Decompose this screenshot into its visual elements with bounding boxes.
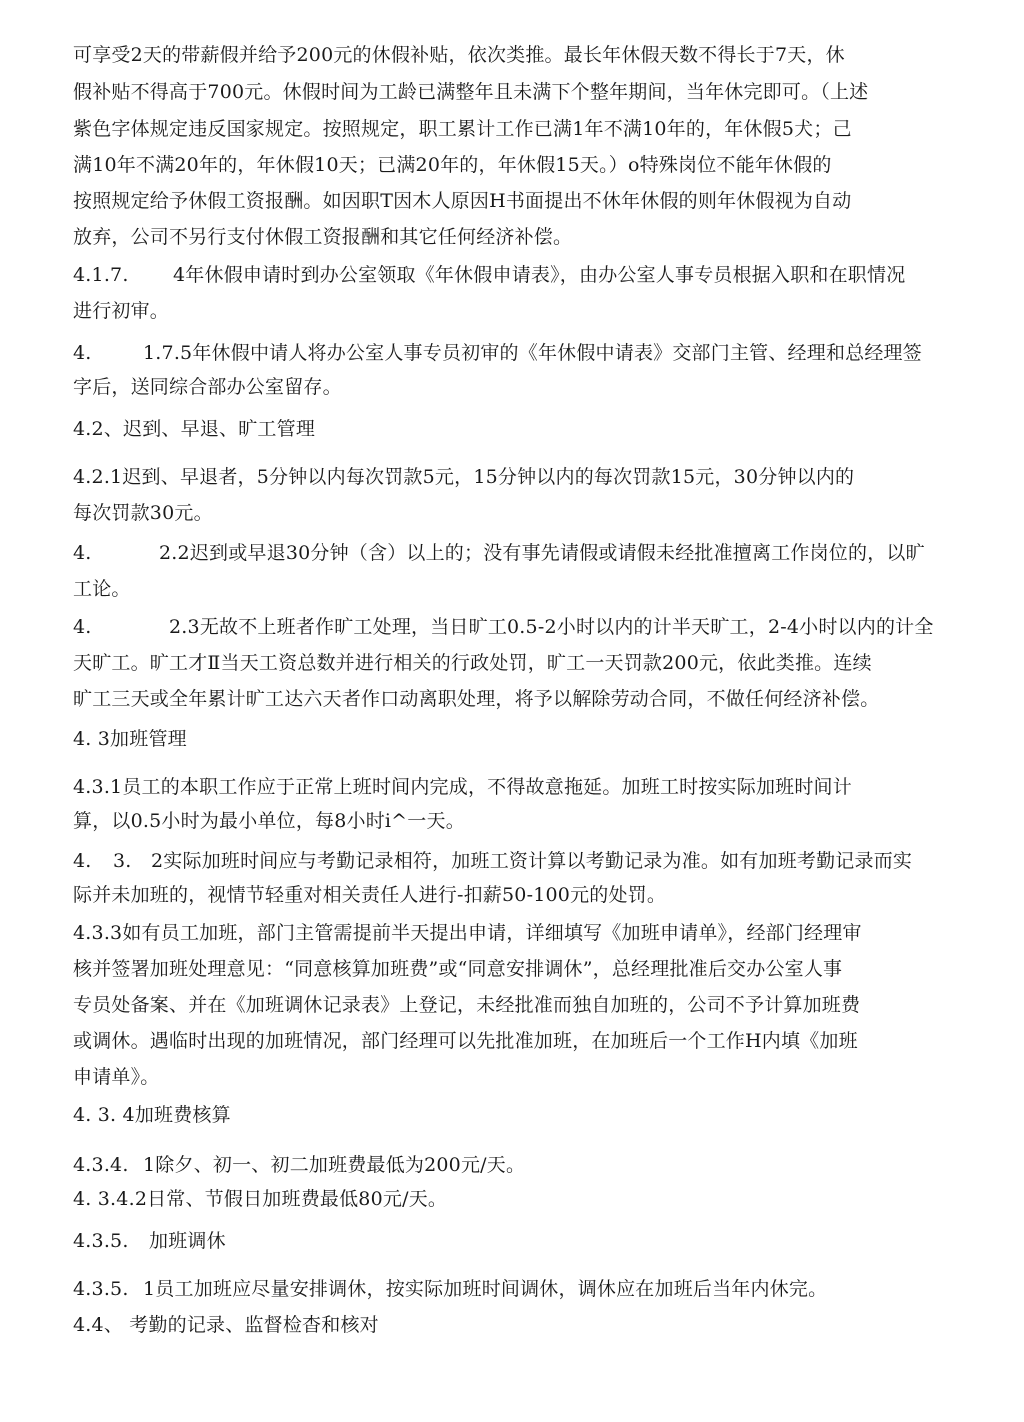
clause-text: 2.2迟到或早退30分钟（含）以上的；没有事先请假或请假未经批准擅离工作岗位的，以旷	[159, 542, 925, 564]
clause-number: 4.1.7.	[73, 264, 129, 286]
clause-text: 1除夕、初一、初二加班费最低为200元/天。	[143, 1154, 526, 1176]
text-line: 工论。	[73, 578, 131, 600]
clause-4-3-5-line	[73, 1228, 226, 1254]
text-line: 满10年不满20年的，年休假10天；已满20年的，年休假15天。）o特殊岗位不能年休假的	[73, 154, 832, 176]
text-line: 可享受2天的带薪假并给予200元的休假补贴，依次类推。最长年休假天数不得长于7天，休	[73, 44, 845, 66]
text-line: 紫色字体规定违反国家规定。按照规定，职工累计工作已满1年不满10年的，年休假5犬；己	[73, 118, 852, 140]
clause-4-3-4-1-line	[73, 1152, 525, 1178]
section-heading-4-2: 4.2、迟到、早退、旷工管理	[73, 418, 316, 440]
clause-text: 1员工加班应尽量安排调休，按实际加班时间调休，调休应在加班后当年内休完。	[143, 1278, 828, 1300]
section-heading-4-3-4: 4. 3. 4加班费核算	[73, 1104, 231, 1126]
text-line: 专员处备案、并在《加班调休记录表》上登记，未经批准而独自加班的，公司不予计算加班费	[73, 994, 861, 1016]
clause-number: 4.	[73, 850, 92, 872]
clause-4-3-2-line	[73, 848, 912, 874]
section-heading-4-4: 4.4、 考勤的记录、监督检杳和核对	[73, 1314, 379, 1336]
clause-text: 1.7.5年休假中请人将办公室人事专员初审的《年休假中请表》交部门主管、经理和总经理签	[143, 342, 922, 364]
clause-number-part: 3.	[113, 850, 132, 872]
text-line: 每次罚款30元。	[73, 502, 213, 524]
text-line: 按照规定给予休假工资报酬。如因职T因木人原因H书面提出不休年休假的则年休假视为自动	[73, 190, 852, 212]
text-line: 4.3.1员工的本职工作应于正常上班时间内完成，不得故意拖延。加班工时按实际加班时间计	[73, 776, 852, 798]
text-line: 进行初审。	[73, 300, 170, 322]
text-line: 4.2.1迟到、早退者，5分钟以内每次罚款5元，15分钟以内的每次罚款15元，30分钟以内的	[73, 466, 855, 488]
text-line: 4.3.3如有员工加班，部门主管需提前半天提出申请，详细填写《加班申请单》，经部门经理审	[73, 922, 862, 944]
clause-4-1-7-5-line	[73, 340, 922, 366]
clause-4-3-5-1-line	[73, 1276, 827, 1302]
text-line: 4. 3.4.2日常、节假日加班费最低80元/天。	[73, 1188, 448, 1210]
text-line: 或调休。遇临时出现的加班情况，部门经理可以先批准加班，在加班后一个工作H内填《加班	[73, 1030, 858, 1052]
clause-number: 4.	[73, 616, 92, 638]
clause-4-2-3-line	[73, 614, 934, 640]
clause-number: 4.3.4.	[73, 1154, 129, 1176]
text-line: 放弃，公司不另行支付休假工资报酬和其它任何经济补偿。	[73, 226, 573, 248]
clause-number: 4.3.5.	[73, 1278, 129, 1300]
text-line: 旷工三天或全年累计旷工达六天者作口动离职处理，将予以解除劳动合同，不做任何经济补偿。	[73, 688, 880, 710]
clause-number: 4.	[73, 342, 92, 364]
clause-text: 2实际加班时间应与考勤记录相符，加班工资计算以考勤记录为准。如有加班考勤记录而实	[151, 850, 913, 872]
text-line: 假补贴不得高于700元。休假时间为工龄已满整年且未满下个整年期间，当年休完即可。（上述	[73, 81, 869, 103]
section-heading-4-3: 4. 3加班管理	[73, 728, 187, 750]
text-line: 申请单》。	[73, 1066, 160, 1088]
clause-4-1-7-line	[73, 262, 905, 288]
text-line: 字后，送同综合部办公室留存。	[73, 376, 342, 398]
text-line: 算，以0.5小时为最小单位，每8小时i^一天。	[73, 810, 465, 832]
clause-4-2-2-line	[73, 540, 925, 566]
clause-text: 加班调休	[149, 1230, 226, 1252]
clause-text: 4年休假申请时到办公室领取《年休假申请表》，由办公室人事专员根据入职和在职情况	[173, 264, 906, 286]
clause-number: 4.3.5.	[73, 1230, 129, 1252]
clause-text: 2.3无故不上班者作旷工处理，当日旷工0.5-2小时以内的计半天旷工，2-4小时以内的计全	[169, 616, 934, 638]
clause-number: 4.	[73, 542, 92, 564]
text-line: 核并签署加班处理意见：“同意核算加班费”或“同意安排调休”，总经理批准后交办公室人事	[73, 958, 843, 980]
text-line: 际并未加班的，视情节轻重对相关责任人进行-扣薪50-100元的处罚。	[73, 884, 667, 906]
text-line: 天旷工。旷工才Ⅱ当天工资总数并进行相关的行政处罚，旷工一天罚款200元，依此类推。连续	[73, 652, 872, 674]
